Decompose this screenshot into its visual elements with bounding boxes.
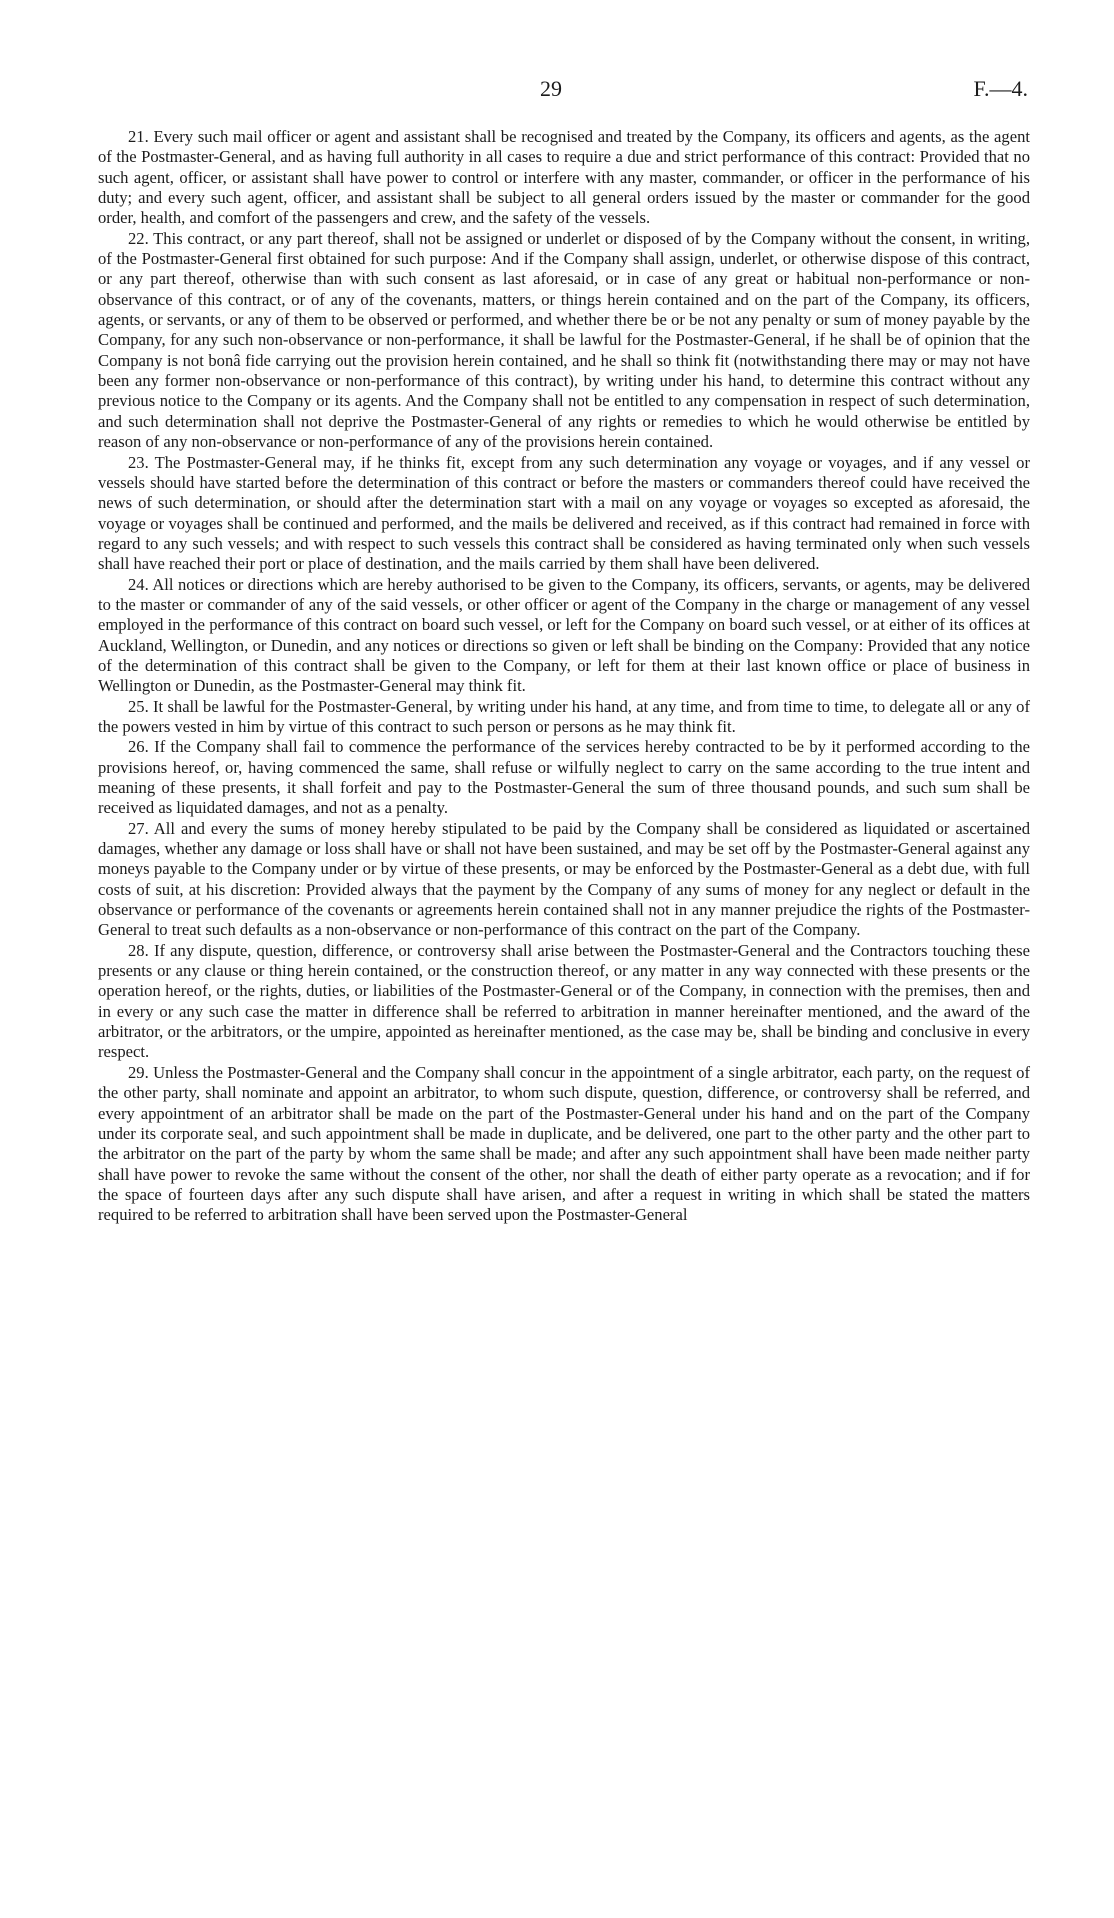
clause-21 [98,127,1030,229]
clause-text: The Postmaster-General may, if he thinks fit, except from any such determination any voyage or voyages, and if any vessel or vessels should have started before the determination of this contract or before the masters or commanders thereof could have received the news of such determination, or should after the determination start with a mail on any voyage or voyages so excepted as aforesaid, the voyage or voyages shall be continued and performed, and the mails be delivered and received, as if this contract had remained in force with regard to any such vessels; and with respect to such vessels this contract shall be considered as having terminated only when such vessels shall have reached their port or place of destination, and the mails carried by them shall have been delivered. [98,452,1030,574]
clause-text: Every such mail officer or agent and assistant shall be recognised and treated by the Company, its officers and agents, as the agent of the Postmaster-General, and as having full authority in all cases to require a due and strict performance of this contract: Provided that no such agent, officer, or assistant shall have power to control or interfere with any master, commander, or officer in the performance of his duty; and every such agent, officer, and assistant shall be subject to all general orders issued by the master or commander for the good order, health, and comfort of the passengers and crew, and the safety of the vessels. [98,127,1030,228]
document-reference: F.—4. [973,76,1028,101]
clause-number: 22. [128,228,149,248]
clause-text: If the Company shall fail to commence the performance of the services hereby contracted to be by it performed according to the provisions hereof, or, having commenced the same, shall refuse or wilfully neglect to carry on the same according to the true intent and meaning of these presents, it shall forfeit and pay to the Postmaster-General the sum of three thousand pounds, and such sum shall be received as liquidated damages, and not as a penalty. [98,737,1030,818]
page-header [0,76,1114,106]
clause-29 [98,1063,1030,1226]
clause-25 [98,697,1030,738]
clause-number: 21. [128,127,149,146]
page-number: 29 [540,76,562,101]
clause-text: This contract, or any part thereof, shall not be assigned or underlet or disposed of by the Company without the consent, in writing, of the Postmaster-General first obtained for such purpose: And if the Company shall assign, underlet, or otherwise dispose of this contract, or any part thereof, otherwise than with such consent as last aforesaid, or in case of any great or habitual non-performance or non-observance of this contract, or of any of the covenants, matters, or things herein contained and on the part of the Company, its officers, agents, or servants, or any of them to be observed or performed, and whether there be or be not any penalty or sum of money payable by the Company, for any such non-observance or non-performance, it shall be lawful for the Postmaster-General, if he shall be of opinion that the Company is not bonâ fide carrying out the provision herein contained, and he shall so think fit (notwithstanding there may or may not have been any former non-observance or non-performance of this contract), by writing under his hand, to determine this contract without any previous notice to the Company or its agents. And the Company shall not be entitled to any compensation in respect of such determination, and such determination shall not deprive the Postmaster-General of any rights or remedies to which he would otherwise be entitled by reason of any non-observance or non-performance of any of the provisions herein contained. [98,228,1031,452]
contract-body [98,127,1030,1226]
clause-26 [98,737,1030,818]
clause-text: All notices or directions which are hereby authorised to be given to the Company, its officers, servants, or agents, may be delivered to the master or commander of any of the said vessels, or other officer or agent of the Company in the charge or management of any vessel employed in the performance of this contract on board such vessel, or left for the Company on board such vessel, or at either of its offices at Auckland, Wellington, or Dunedin, and any notices or directions so given or left shall be binding on the Company: Provided that any notice of the determination of this contract shall be given to the Company, or left for them at their last known office or place of business in Wellington or Dunedin, as the Postmaster-General may think fit. [98,574,1031,696]
clause-28 [98,941,1030,1063]
clause-number: 23. [128,452,149,472]
clause-number: 28. [128,940,149,960]
clause-text: All and every the sums of money hereby stipulated to be paid by the Company shall be considered as liquidated or ascertained damages, whether any damage or loss shall have or shall not have been sustained, and may be set off by the Postmaster-General against any moneys payable to the Company under or by virtue of these presents, or may be enforced by the Postmaster-General as a debt due, with full costs of suit, at his discretion: Provided always that the payment by the Company of any sums of money for any neglect or default in the observance or performance of the covenants or agreements herein contained shall not in any manner prejudice the rights of the Postmaster-General to treat such defaults as a non-observance or non-performance of this contract on the part of the Company. [98,818,1030,940]
clause-number: 27. [128,818,149,838]
clause-text: It shall be lawful for the Postmaster-General, by writing under his hand, at any time, and from time to time, to delegate all or any of the powers vested in him by virtue of this contract to such person or persons as he may think fit. [98,696,1030,736]
clause-number: 29. [128,1062,149,1082]
clause-text: Unless the Postmaster-General and the Company shall concur in the appointment of a single arbitrator, each party, on the request of the other party, shall nominate and appoint an arbitrator, to whom such dispute, question, difference, or controversy shall be referred, and every appointment of an arbitrator shall be made on the part of the Postmaster-General under his hand and on the part of the Company under its corporate seal, and such appointment shall be made in duplicate, and be delivered, one part to the other party and the other part to the arbitrator on the part of the party by whom the same shall be made; and after any such appointment shall have been made neither party shall have power to revoke the same without the consent of the other, nor shall the death of either party operate as a revocation; and if for the space of fourteen days after any such dispute shall have arisen, and after a request in writing in which shall be stated the matters required to be referred to arbitration shall have been served upon the Postmaster-General [98,1062,1030,1225]
clause-22 [98,229,1030,453]
clause-number: 26. [128,737,149,757]
clause-number: 24. [128,574,149,594]
clause-24 [98,575,1030,697]
clause-number: 25. [128,696,149,716]
clause-27 [98,819,1030,941]
clause-text: If any dispute, question, difference, or controversy shall arise between the Postmaster-General and the Contractors touching these presents or any clause or thing herein contained, or the construction thereof, or any matter in any way connected with these presents or the operation hereof, or the rights, duties, or liabilities of the Postmaster-General or of the Company, in connection with the premises, then and in every or any such case the matter in difference shall be referred to arbitration in manner hereinafter mentioned, and the award of the arbitrator, or the arbitrators, or the umpire, appointed as hereinafter mentioned, as the case may be, shall be binding and conclusive in every respect. [98,940,1030,1062]
clause-23 [98,453,1030,575]
